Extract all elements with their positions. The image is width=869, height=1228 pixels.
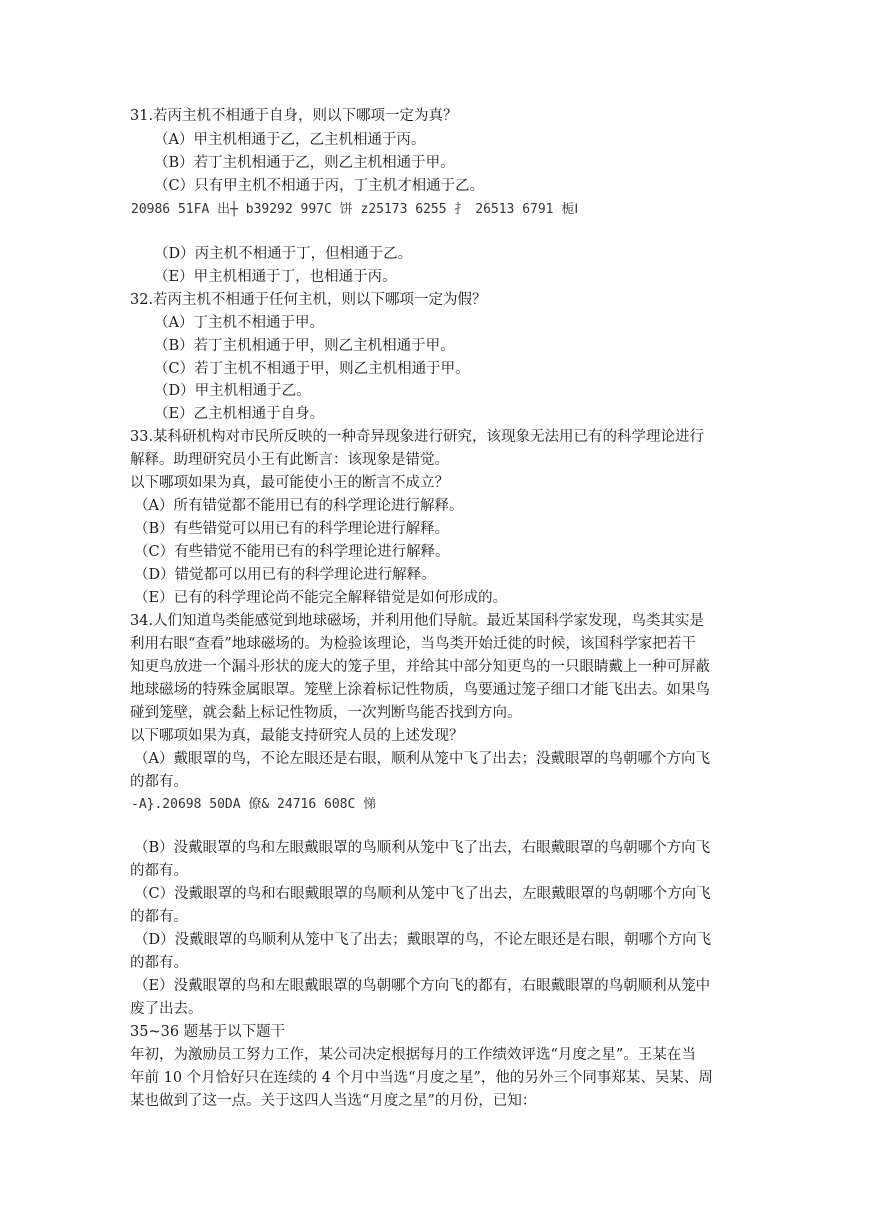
q33-option-d: （D）错觉都可以用已有的科学理论进行解释。 <box>134 567 436 583</box>
q32-option-a: （A）丁主机不相通于甲。 <box>154 315 324 331</box>
q34-option-b-line-1: （B）没戴眼罩的鸟和左眼戴眼罩的鸟顺利从笼中飞了出去，右眼戴眼罩的鸟朝哪个方向飞 <box>134 840 711 856</box>
q35-passage-line-3: 某也做到了这一点。关于这四人当选“月度之星”的月份，已知： <box>130 1093 537 1109</box>
q32-option-d: （D）甲主机相通于乙。 <box>154 383 311 399</box>
q34-option-d-line-2: 的都有。 <box>130 955 188 971</box>
q35-passage-line-2: 年前 10 个月恰好只在连续的 4 个月中当选“月度之星”，他的另外三个同事郑某、吴某、周 <box>130 1070 713 1086</box>
q34-stem-line-2: 利用右眼“查看”地球磁场的。为检验该理论，当鸟类开始迁徙的时候，该国科学家把若干 <box>130 636 696 652</box>
q32-option-b: （B）若丁主机相通于甲，则乙主机相通于甲。 <box>154 338 455 354</box>
q34-option-c-line-1: （C）没戴眼罩的鸟和右眼戴眼罩的鸟顺利从笼中飞了出去，左眼戴眼罩的鸟朝哪个方向飞 <box>134 886 711 902</box>
q31-option-b: （B）若丁主机相通于乙，则乙主机相通于甲。 <box>154 155 455 171</box>
q33-stem-line-2: 解释。助理研究员小王有此断言：该现象是错觉。 <box>130 452 449 468</box>
q35-passage-line-1: 年初，为激励员工努力工作，某公司决定根据每月的工作绩效评选“月度之星”。王某在当 <box>130 1047 696 1063</box>
q34-stem-line-1: 34.人们知道鸟类能感觉到地球磁场，并利用他们导航。最近某国科学家发现，鸟类其实是 <box>130 613 705 629</box>
q32-option-c: （C）若丁主机不相通于甲，则乙主机相通于甲。 <box>154 361 470 377</box>
q33-question: 以下哪项如果为真，最可能使小王的断言不成立？ <box>130 475 449 491</box>
q33-option-a: （A）所有错觉都不能用已有的科学理论进行解释。 <box>134 498 464 514</box>
q31-stem: 31.若丙主机不相通于自身，则以下哪项一定为真？ <box>130 108 458 124</box>
q33-option-c: （C）有些错觉不能用已有的科学理论进行解释。 <box>134 544 450 560</box>
q34-stem-line-5: 碰到笼壁，就会黏上标记性物质，一次判断鸟能否找到方向。 <box>130 705 522 721</box>
q31-option-a: （A）甲主机相通于乙，乙主机相通于丙。 <box>154 132 426 148</box>
q34-stem-line-3: 知更鸟放进一个漏斗形状的庞大的笼子里，并给其中部分知更鸟的一只眼睛戴上一种可屏蔽 <box>130 659 710 675</box>
q34-option-d-line-1: （D）没戴眼罩的鸟顺利从笼中飞了出去；戴眼罩的鸟，不论左眼还是右眼，朝哪个方向飞 <box>134 932 712 948</box>
q34-stem-line-4: 地球磁场的特殊金属眼罩。笼壁上涂着标记性物质，鸟要通过笼子细口才能飞出去。如果鸟 <box>130 682 710 698</box>
q33-stem-line-1: 33.某科研机构对市民所反映的一种奇异现象进行研究，该现象无法用已有的科学理论进行 <box>130 429 705 445</box>
q34-option-e-line-1: （E）没戴眼罩的鸟和左眼戴眼罩的鸟朝哪个方向飞的都有，右眼戴眼罩的鸟朝顺利从笼中 <box>134 978 711 994</box>
q31-option-e: （E）甲主机相通于丁，也相通于丙。 <box>154 269 397 285</box>
q32-stem: 32.若丙主机不相通于任何主机，则以下哪项一定为假？ <box>130 292 487 308</box>
q34-option-a-line-2: 的都有。 <box>130 774 188 790</box>
q33-option-e: （E）已有的科学理论尚不能完全解释错觉是如何形成的。 <box>134 590 508 606</box>
q31-option-c: （C）只有甲主机不相通于丙，丁主机才相通于乙。 <box>154 178 485 194</box>
garbled-code-line-2: -A}.20698 50DA 僚& 24716 608C 悌 <box>131 797 377 812</box>
garbled-code-line: 20986 51FA 出┼ b39292 997C 饼 z25173 6255 扌 26513 6791 栀Ⅰ <box>131 202 579 217</box>
q34-option-b-line-2: 的都有。 <box>130 863 188 879</box>
q34-option-c-line-2: 的都有。 <box>130 909 188 925</box>
q34-question: 以下哪项如果为真，最能支持研究人员的上述发现？ <box>130 728 464 744</box>
q34-option-e-line-2: 废了出去。 <box>130 1001 203 1017</box>
q35-36-header: 35~36 题基于以下题干 <box>130 1024 286 1040</box>
q31-option-d: （D）丙主机不相通于丁，但相通于乙。 <box>154 246 413 262</box>
q33-option-b: （B）有些错觉可以用已有的科学理论进行解释。 <box>134 521 450 537</box>
q34-option-a-line-1: （A）戴眼罩的鸟，不论左眼还是右眼，顺利从笼中飞了出去；没戴眼罩的鸟朝哪个方向飞 <box>134 751 710 767</box>
q32-option-e: （E）乙主机相通于自身。 <box>154 406 325 422</box>
